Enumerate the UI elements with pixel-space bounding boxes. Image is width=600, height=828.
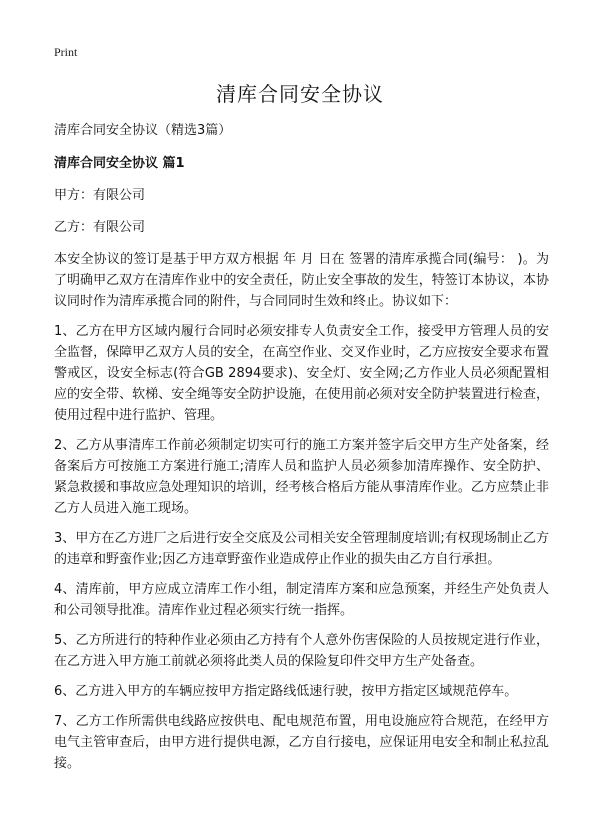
clause-paragraph: 4、清库前，甲方应成立清库工作小组，制定清库方案和应急预案，并经生产处负责人和公司领导批准。清库作业过程必须实行统一指挥。	[54, 582, 549, 618]
clause-paragraph: 5、乙方所进行的特种作业必须由乙方持有个人意外伤害保险的人员按规定进行作业，在乙方进入甲方施工前就必须将此类人员的保险复印件交甲方生产处备查。	[54, 633, 549, 669]
document-body	[54, 120, 549, 783]
party-a-line: 甲方：有限公司	[54, 188, 146, 203]
clause-paragraph: 1、乙方在甲方区域内履行合同时必须安排专人负责安全工作，接受甲方管理人员的安全监督，保障甲乙双方人员的安全，在高空作业、交叉作业时，乙方应按安全要求布置警戒区，设安全标志(符合GB 2894要求)、安全灯、安全网;乙方作业人员必须配置相应的安全带、软梯、安全绳等安全防护设施，在使用前必须对安全防护装置进行检查，使用过程中进行监护、管理。	[54, 324, 549, 423]
party-b-line: 乙方：有限公司	[54, 220, 146, 235]
section-heading: 清库合同安全协议 篇1	[54, 156, 185, 171]
intro-paragraph: 本安全协议的签订是基于甲方双方根据 年 月 日在 签署的清库承揽合同(编号： )。为了明确甲乙双方在清库作业中的安全责任，防止安全事故的发生，特签订本协议，本协议同时作为清库承揽合同的附件，与合同同时生效和终止。协议如下：	[54, 252, 549, 309]
document-subtitle: 清库合同安全协议（精选3篇）	[54, 123, 232, 138]
clause-paragraph: 3、甲方在乙方进厂之后进行安全交底及公司相关安全管理制度培训;有权现场制止乙方的违章和野蛮作业;因乙方违章野蛮作业造成停止作业的损失由乙方自行承担。	[54, 531, 549, 567]
clause-paragraph: 2、乙方从事清库工作前必须制定切实可行的施工方案并签字后交甲方生产处备案，经备案后方可按施工方案进行施工;清库人员和监护人员必须参加清库操作、安全防护、紧急救援和事故应急处理知识的培训，经考核合格后方能从事清库作业。乙方应禁止非乙方人员进入施工现场。	[54, 438, 549, 516]
print-label: Print	[54, 45, 78, 59]
clause-paragraph: 6、乙方进入甲方的车辆应按甲方指定路线低速行驶，按甲方指定区域规范停车。	[54, 684, 518, 699]
clause-paragraph: 7、乙方工作所需供电线路应按供电、配电规范布置，用电设施应符合规范，在经甲方电气主管审查后，由甲方进行提供电源，乙方自行接电，应保证用电安全和制止私拉乱接。	[54, 714, 549, 771]
page-title: 清库合同安全协议	[216, 82, 384, 106]
